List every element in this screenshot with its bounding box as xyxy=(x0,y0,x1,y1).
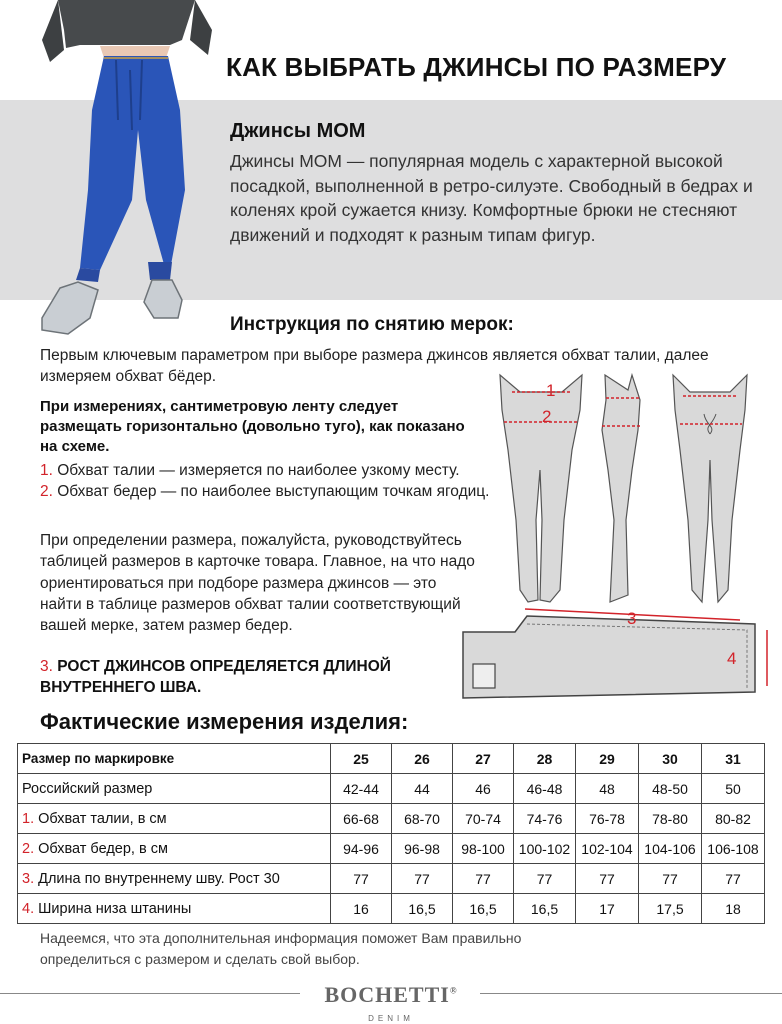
table-cell: 77 xyxy=(331,864,392,894)
table-cell: 77 xyxy=(576,864,639,894)
step-number: 3. xyxy=(40,658,53,675)
step-text: РОСТ ДЖИНСОВ ОПРЕДЕЛЯЕТСЯ ДЛИНОЙ ВНУТРЕННЕГО ШВА. xyxy=(40,658,391,696)
table-cell: 70-74 xyxy=(453,804,514,834)
table-header-row xyxy=(18,744,765,774)
table-cell: 66-68 xyxy=(331,804,392,834)
table-row xyxy=(18,804,765,834)
size-header: 28 xyxy=(514,744,576,774)
marker-4: 4 xyxy=(727,649,737,668)
step-text: Обхват бедер — по наиболее выступающим точкам ягодиц. xyxy=(57,483,490,500)
size-header: 31 xyxy=(702,744,765,774)
table-cell: 16,5 xyxy=(453,894,514,924)
table-cell: 44 xyxy=(392,774,453,804)
header-label: Размер по маркировке xyxy=(18,744,331,774)
row-label-text: Обхват талии, в см xyxy=(38,810,167,827)
table-cell: 17,5 xyxy=(639,894,702,924)
instructions-intro: Первым ключевым параметром при выборе размера джинсов является обхват талии, далее измеряем обхват бёдер. xyxy=(40,347,709,385)
measurement-steps xyxy=(40,460,510,502)
size-header: 27 xyxy=(453,744,514,774)
table-cell: 50 xyxy=(702,774,765,804)
table-cell: 46-48 xyxy=(514,774,576,804)
table-cell: 80-82 xyxy=(702,804,765,834)
row-label-text: Длина по внутреннему шву. Рост 30 xyxy=(38,870,280,887)
table-cell: 16 xyxy=(331,894,392,924)
marker-3: 3 xyxy=(627,609,637,628)
page-title: КАК ВЫБРАТЬ ДЖИНСЫ ПО РАЗМЕРУ xyxy=(226,52,727,82)
table-cell: 68-70 xyxy=(392,804,453,834)
body-measurement-diagram xyxy=(490,370,780,610)
brand-name: BOCHETTI xyxy=(324,982,450,1007)
step-inseam xyxy=(40,656,460,698)
size-guidance: При определении размера, пожалуйста, руководствуйтесь таблицей размеров в карточке товара. Главное, на что надо ориентироваться при подборе размера джинсов — это найти в таблице размеров обхват талии соответствующий вашей мерке, затем размер бедер. xyxy=(40,532,475,635)
table-row xyxy=(18,894,765,924)
size-header: 26 xyxy=(392,744,453,774)
table-cell: 104-106 xyxy=(639,834,702,864)
step-hips xyxy=(40,481,510,502)
size-header: 25 xyxy=(331,744,392,774)
table-cell: 48 xyxy=(576,774,639,804)
brand-mark: ® xyxy=(449,985,458,996)
model-description: Джинсы МОМ — популярная модель с характерной высокой посадкой, выполненной в ретро-силуэте. Свободный в бедрах и коленях крой сужается книзу. Комфортные брюки не стесняют движений и подходят к разным типам фигур. xyxy=(230,151,753,245)
row-number: 1. xyxy=(22,810,35,827)
table-cell: 102-104 xyxy=(576,834,639,864)
brand-subtitle: DENIM xyxy=(368,1014,414,1023)
table-cell: 46 xyxy=(453,774,514,804)
row-label xyxy=(18,834,331,864)
table-cell: 74-76 xyxy=(514,804,576,834)
table-cell: 94-96 xyxy=(331,834,392,864)
brand-logo xyxy=(0,982,782,1008)
table-cell: 76-78 xyxy=(576,804,639,834)
marker-1: 1 xyxy=(546,381,556,400)
model-jeans-illustration xyxy=(20,0,220,340)
table-cell: 100-102 xyxy=(514,834,576,864)
step-number: 2. xyxy=(40,483,53,500)
table-row xyxy=(18,834,765,864)
table-cell: 17 xyxy=(576,894,639,924)
table-row xyxy=(18,774,765,804)
row-label xyxy=(18,864,331,894)
table-cell: 96-98 xyxy=(392,834,453,864)
step-text: Обхват талии — измеряется по наиболее узкому месту. xyxy=(57,462,460,479)
instructions-title: Инструкция по снятию мерок: xyxy=(230,314,514,335)
row-label-text: Российский размер xyxy=(22,780,153,797)
table-cell: 77 xyxy=(702,864,765,894)
size-header: 29 xyxy=(576,744,639,774)
table-row xyxy=(18,864,765,894)
size-header: 30 xyxy=(639,744,702,774)
marker-2: 2 xyxy=(542,407,552,426)
table-cell: 18 xyxy=(702,894,765,924)
row-number: 2. xyxy=(22,840,35,857)
row-number: 4. xyxy=(22,900,35,917)
step-number: 1. xyxy=(40,462,53,479)
row-label xyxy=(18,894,331,924)
tape-note: При измерениях, сантиметровую ленту следует размещать горизонтально (довольно туго), как показано на схеме. xyxy=(40,398,465,455)
pants-measurement-diagram xyxy=(455,602,780,702)
table-cell: 77 xyxy=(514,864,576,894)
table-cell: 16,5 xyxy=(392,894,453,924)
row-label xyxy=(18,774,331,804)
step-waist xyxy=(40,460,510,481)
footnote: Надеемся, что эта дополнительная информация поможет Вам правильно определиться с размером и сделать свой выбор. xyxy=(40,930,522,967)
table-cell: 77 xyxy=(639,864,702,894)
row-number: 3. xyxy=(22,870,35,887)
table-title: Фактические измерения изделия: xyxy=(40,709,409,734)
row-label xyxy=(18,804,331,834)
table-cell: 106-108 xyxy=(702,834,765,864)
size-table xyxy=(17,743,765,924)
row-label-text: Обхват бедер, в см xyxy=(38,840,168,857)
table-cell: 98-100 xyxy=(453,834,514,864)
table-cell: 48-50 xyxy=(639,774,702,804)
table-cell: 77 xyxy=(453,864,514,894)
table-cell: 16,5 xyxy=(514,894,576,924)
table-cell: 42-44 xyxy=(331,774,392,804)
table-cell: 78-80 xyxy=(639,804,702,834)
table-cell: 77 xyxy=(392,864,453,894)
row-label-text: Ширина низа штанины xyxy=(38,900,192,917)
model-title: Джинсы МОМ xyxy=(230,120,366,142)
